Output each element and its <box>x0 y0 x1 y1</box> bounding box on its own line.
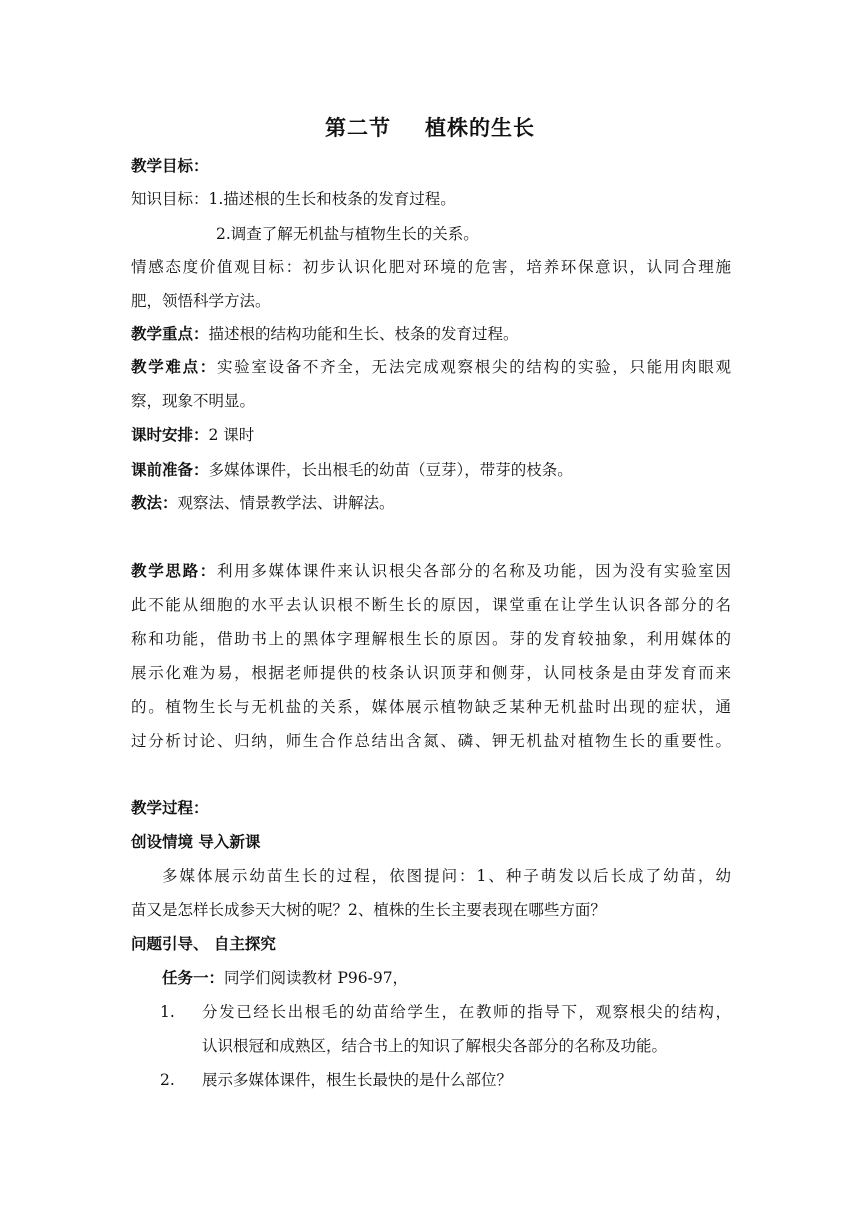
title-section: 第二节 <box>325 116 391 140</box>
step1-line2: 苗又是怎样长成参天大树的呢？2、植株的生长主要表现在哪些方面？ <box>131 901 606 919</box>
item1-line1: 分发已经长出根毛的幼苗给学生，在教师的指导下，观察根尖的结构， <box>202 1003 731 1021</box>
title-name: 植株的生长 <box>425 116 535 140</box>
process-heading: 教学过程： <box>131 799 209 817</box>
task1: 任务一：同学们阅读教材 P96-97， <box>162 969 409 987</box>
emotion-objective-line1: 情感态度价值观目标：初步认识化肥对环境的危害，培养环保意识，认同合理施 <box>131 258 731 276</box>
schedule: 课时安排：2 课时 <box>131 426 255 444</box>
item2-number: 2. <box>160 1071 175 1089</box>
thinking-line4: 展示化难为易，根据老师提供的枝条认识顶芽和侧芽，认同枝条是由芽发育而来 <box>131 664 731 682</box>
teaching-method: 教法：观察法、情景教学法、讲解法。 <box>131 494 395 512</box>
item1-number: 1. <box>160 1003 175 1021</box>
item1-line2: 认识根冠和成熟区，结合书上的知识了解根尖各部分的名称及功能。 <box>202 1037 668 1055</box>
knowledge-objective-1: 知识目标：1.描述根的生长和枝条的发育过程。 <box>131 190 456 208</box>
thinking-line3: 称和功能，借助书上的黑体字理解根生长的原因。芽的发育较抽象，利用媒体的 <box>131 630 731 648</box>
difficulty-line2: 察，现象不明显。 <box>131 392 256 410</box>
step1-line1: 多媒体展示幼苗生长的过程，依图提问：1、种子萌发以后长成了幼苗，幼 <box>162 867 731 885</box>
item2-line1: 展示多媒体课件，根生长最快的是什么部位？ <box>202 1071 513 1089</box>
thinking-line5: 的。植物生长与无机盐的关系，媒体展示植物缺乏某种无机盐时出现的症状，通 <box>131 698 731 716</box>
thinking-line6: 过分析讨论、归纳，师生合作总结出含氮、磷、钾无机盐对植物生长的重要性。 <box>131 732 731 750</box>
objectives-heading: 教学目标： <box>131 157 209 175</box>
thinking-line1: 教学思路：利用多媒体课件来认识根尖各部分的名称及功能，因为没有实验室因 <box>131 562 731 580</box>
page-title <box>0 112 860 142</box>
thinking-line2: 此不能从细胞的水平去认识根不断生长的原因，课堂重在让学生认识各部分的名 <box>131 596 731 614</box>
step1-title: 创设情境 导入新课 <box>131 833 261 851</box>
key-point: 教学重点：描述根的结构功能和生长、枝条的发育过程。 <box>131 325 519 343</box>
emotion-objective-line2: 肥，领悟科学方法。 <box>131 292 271 310</box>
difficulty-line1: 教学难点：实验室设备不齐全，无法完成观察根尖的结构的实验，只能用肉眼观 <box>131 358 731 376</box>
preparation: 课前准备：多媒体课件，长出根毛的幼苗（豆芽），带芽的枝条。 <box>131 461 573 479</box>
step2-title: 问题引导、 自主探究 <box>131 935 276 953</box>
knowledge-objective-2: 2.调查了解无机盐与植物生长的关系。 <box>216 225 479 243</box>
